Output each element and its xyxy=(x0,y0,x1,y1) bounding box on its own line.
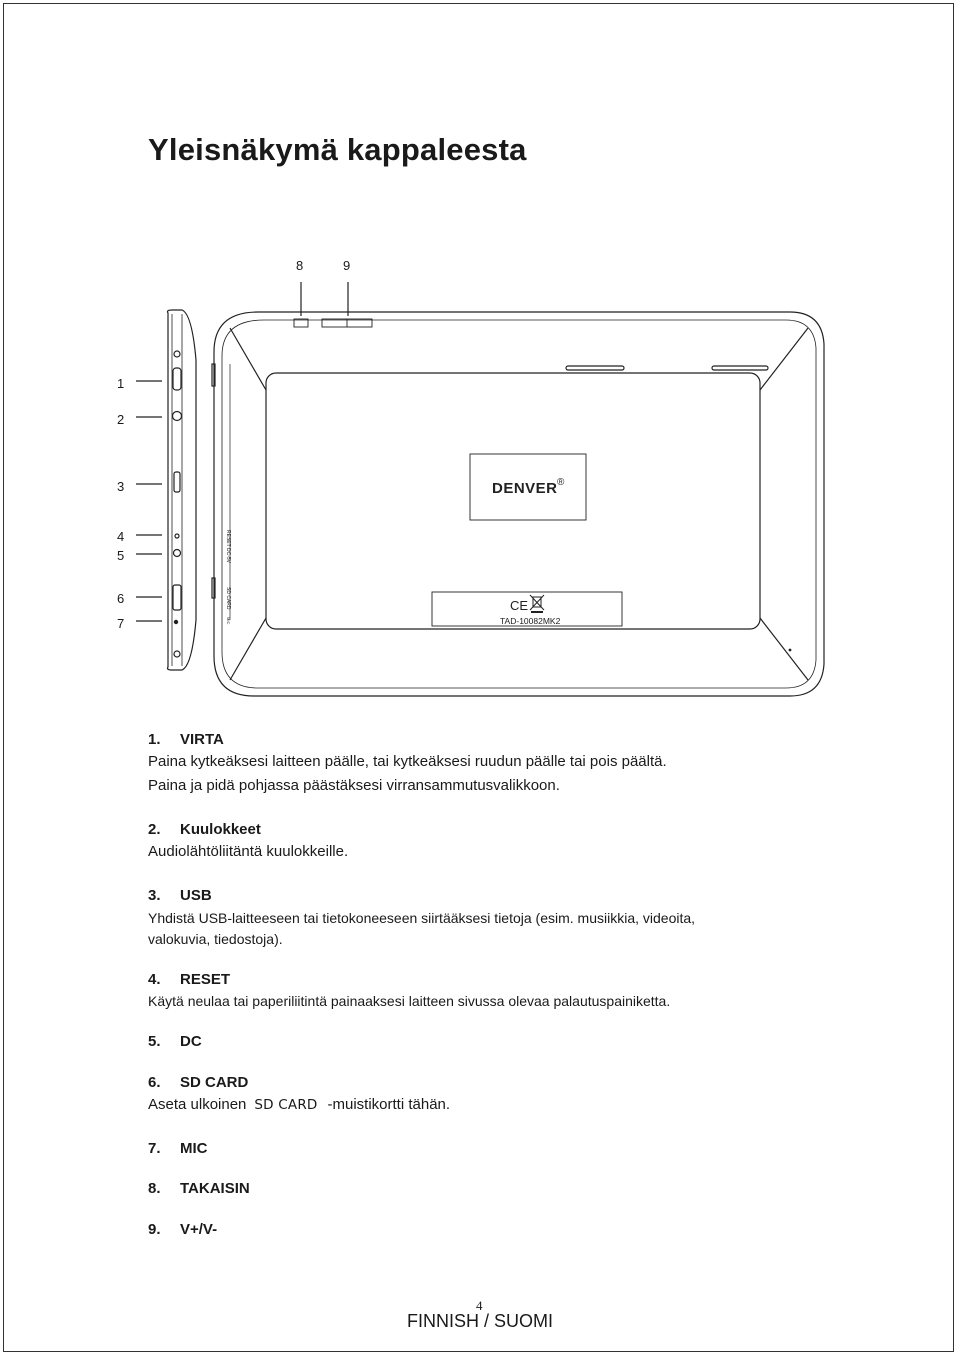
callout-9: 9 xyxy=(343,258,351,273)
section-usb xyxy=(148,884,695,950)
sd-card-inline-label: SD CARD xyxy=(254,1097,318,1113)
section-sd-card xyxy=(148,1071,450,1117)
section-title: VIRTA xyxy=(180,730,224,748)
callout-3: 3 xyxy=(117,479,125,494)
section-title: RESET xyxy=(180,970,231,988)
callout-5: 5 xyxy=(117,548,125,563)
headphone-jack xyxy=(173,412,182,421)
section-title: Kuulokkeet xyxy=(180,820,261,838)
section-text: Paina kytkeäksesi laitteen päälle, tai kytkeäksesi ruudun päälle tai pois päältä. xyxy=(148,753,667,770)
power-button xyxy=(173,368,181,390)
callout-8: 8 xyxy=(296,258,304,273)
page-number: 4 xyxy=(476,1298,483,1313)
callout-1: 1 xyxy=(117,376,125,391)
section-text: Aseta ulkoinen SD CARD -muistikortti tähän. xyxy=(148,1093,450,1117)
brand-logo: DENVER xyxy=(492,480,558,497)
section-text: Audiolähtöliitäntä kuulokkeille. xyxy=(148,843,349,860)
section-back xyxy=(148,1177,250,1199)
section-reset xyxy=(148,968,670,1012)
section-number: 7. xyxy=(148,1139,161,1157)
footer-language: FINNISH / SUOMI xyxy=(406,1311,553,1331)
callout-2: 2 xyxy=(117,412,125,427)
back-panel xyxy=(266,373,760,629)
weee-bin-icon xyxy=(530,595,544,612)
page-title: Yleisnäkymä kappaleesta xyxy=(148,132,527,167)
side-label-mic: MIC xyxy=(226,617,231,625)
registered-mark: ® xyxy=(557,477,565,488)
mic-hole xyxy=(174,620,177,623)
section-volume xyxy=(148,1218,217,1240)
section-title: USB xyxy=(180,886,212,904)
dc-jack xyxy=(174,550,181,557)
callout-6: 6 xyxy=(117,591,125,606)
device-figure xyxy=(0,240,960,710)
section-power xyxy=(148,728,667,798)
section-headphones xyxy=(148,818,348,864)
ce-mark: CE xyxy=(510,598,529,613)
section-number: 1. xyxy=(148,730,161,748)
section-number: 6. xyxy=(148,1073,161,1091)
section-title: V+/V- xyxy=(180,1220,218,1238)
section-title: MIC xyxy=(180,1139,208,1157)
section-text: Yhdistä USB-laitteeseen tai tietokoneeseen siirtääksesi tietoja (esim. musiikkia, videoita, xyxy=(148,910,696,926)
callout-4: 4 xyxy=(117,529,125,544)
section-number: 5. xyxy=(148,1032,161,1050)
section-title: DC xyxy=(180,1032,202,1050)
usb-port xyxy=(174,472,180,492)
side-label-sd: SD CARD xyxy=(225,587,231,610)
model-number: TAD-10082MK2 xyxy=(500,616,561,626)
tablet-drawing xyxy=(0,240,960,710)
section-text: Käytä neulaa tai paperiliitintä painaaksesi laitteen sivussa olevaa palautuspainiketta. xyxy=(148,993,671,1009)
section-text: valokuvia, tiedostoja). xyxy=(148,931,283,947)
side-label-dc: RESET DC-5V xyxy=(225,530,231,563)
section-title: SD CARD xyxy=(180,1073,249,1091)
section-number: 4. xyxy=(148,970,161,988)
section-number: 3. xyxy=(148,886,161,904)
section-number: 8. xyxy=(148,1179,161,1197)
section-number: 2. xyxy=(148,820,161,838)
callout-7: 7 xyxy=(117,616,125,631)
section-dc xyxy=(148,1030,202,1052)
section-title: TAKAISIN xyxy=(180,1179,250,1197)
section-mic xyxy=(148,1137,208,1159)
sd-card-slot xyxy=(173,585,181,610)
reset-hole xyxy=(175,534,179,538)
section-text: Paina ja pidä pohjassa päästäksesi virransammutusvalikkoon. xyxy=(148,777,560,794)
section-number: 9. xyxy=(148,1220,161,1238)
